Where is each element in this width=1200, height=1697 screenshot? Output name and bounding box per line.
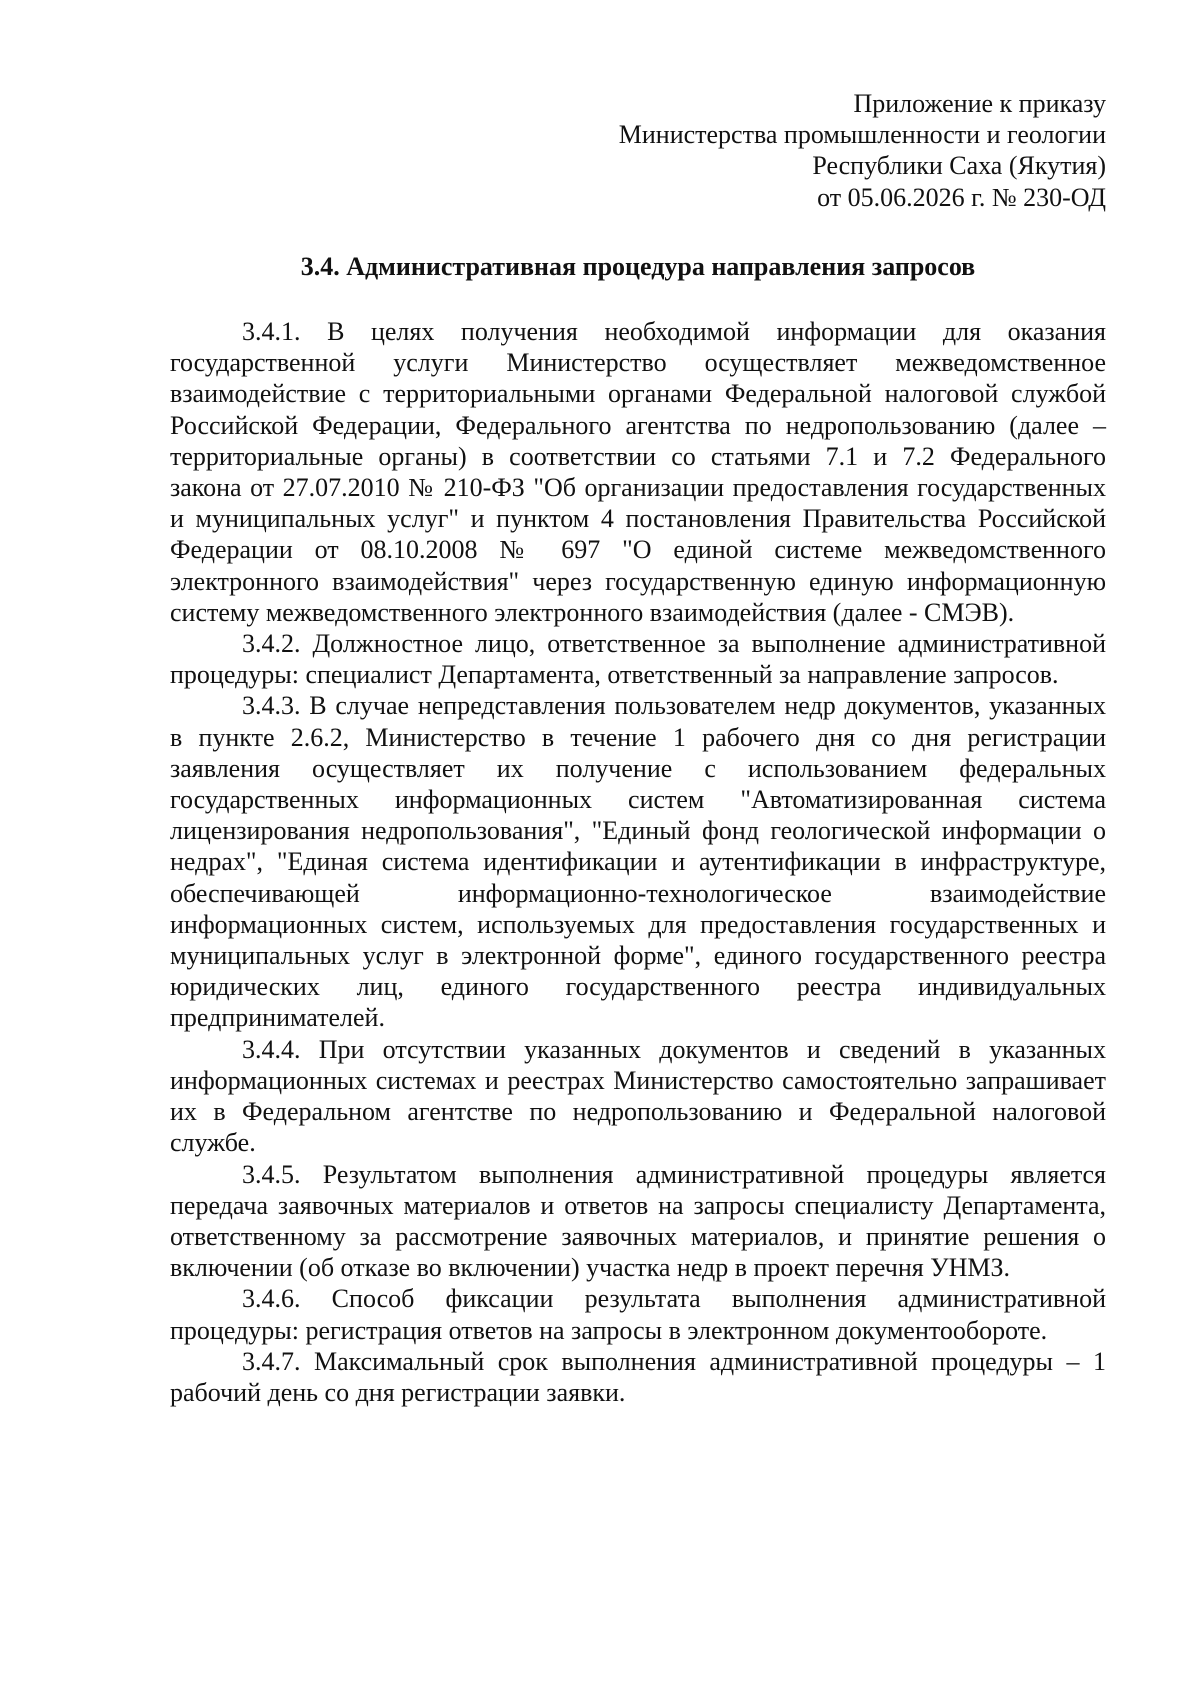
header-line-appendix: Приложение к приказу bbox=[853, 89, 1106, 118]
order-appendix-header bbox=[170, 88, 1106, 213]
paragraph-3-4-4: 3.4.4. При отсутствии указанных документов и сведений в указанных информационных системах и реестрах Министерство самостоятельно запрашивает их в Федеральном агентстве по недропользованию и Федеральной налоговой службе. bbox=[170, 1034, 1106, 1158]
paragraph-3-4-2: 3.4.2. Должностное лицо, ответственное за выполнение административной процедуры: специалист Департамента, ответственный за направление запросов. bbox=[170, 629, 1106, 690]
paragraph-3-4-1: 3.4.1. В целях получения необходимой информации для оказания государственной услуги Министерство осуществляет межведомственное взаимодействие с территориальными органами Федеральной налоговой службой Российской Федерации, Федерального агентства по недропользованию (далее – территориальные органы) в соответствии со статьями 7.1 и 7.2 Федерального закона от 27.07.2010 № 210-ФЗ "Об организации предоставления государственных и муниципальных услуг" и пунктом 4 постановления Правительства Российской Федерации от 08.10.2008 № 697 "О единой системе межведомственного электронного взаимодействия" через государственную единую информационную систему межведомственного электронного взаимодействия (далее - СМЭВ). bbox=[170, 317, 1106, 627]
section-title: 3.4. Административная процедура направления запросов bbox=[300, 251, 976, 281]
paragraph-3-4-5: 3.4.5. Результатом выполнения административной процедуры является передача заявочных материалов и ответов на запросы специалисту Департамента, ответственному за рассмотрение заявочных материалов, и принятие решения о включении (об отказе во включении) участка недр в проект перечня УНМЗ. bbox=[170, 1159, 1106, 1283]
paragraph-3-4-3: 3.4.3. В случае непредставления пользователем недр документов, указанных в пункте 2.6.2, Министерство в течение 1 рабочего дня со дня регистрации заявления осуществляет их получение с использованием федеральных государственных информационных систем "Автоматизированная система лицензирования недропользования", "Единый фонд геологической информации о недрах", "Единая система идентификации и аутентификации в инфраструктуре, обеспечивающей информационно-технологическое взаимодействие информационных систем, используемых для предоставления государственных и муниципальных услуг в электронной форме", единого государственного реестра юридических лиц, единого государственного реестра индивидуальных предпринимателей. bbox=[170, 691, 1106, 1033]
paragraph-3-4-6: 3.4.6. Способ фиксации результата выполнения административной процедуры: регистрация ответов на запросы в электронном документообороте. bbox=[170, 1284, 1106, 1345]
header-line-republic: Республики Саха (Якутия) bbox=[812, 151, 1106, 181]
header-line-ministry: Министерства промышленности и геологии bbox=[618, 120, 1106, 150]
paragraph-3-4-7: 3.4.7. Максимальный срок выполнения административной процедуры – 1 рабочий день со дня регистрации заявки. bbox=[170, 1346, 1106, 1407]
header-line-order-date: от 05.06.2026 г. № 230-ОД bbox=[817, 182, 1106, 212]
